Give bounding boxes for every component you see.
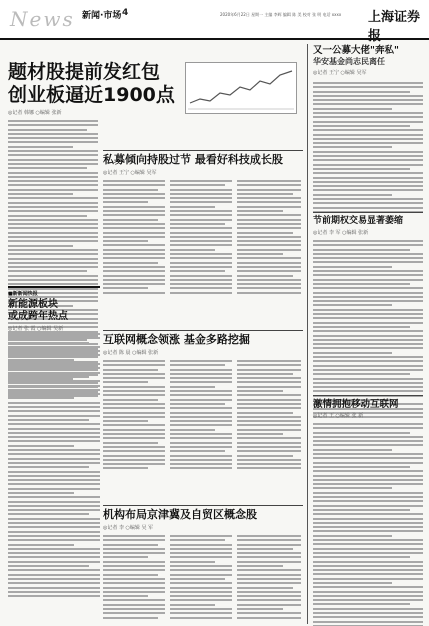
rule-fund-bot [313,395,423,396]
brand-word: News [10,7,75,31]
fund-mid-body [313,240,423,420]
column-divider [307,44,308,624]
page-number: 4 [122,8,129,18]
fund-bot-body [313,423,423,626]
box-tag: ■新新闻快报 [8,291,38,297]
jingjin-article [103,509,303,531]
box-headline-2: 或成跨年热点 [8,310,68,322]
rule-fund-mid [313,212,423,213]
private-fund-headline: 私募倾向持股过节 最看好科技成长股 [103,153,283,166]
fund-bot-article [313,400,423,419]
rule-internet [103,330,303,331]
rule-box [8,286,100,288]
internet-col-2 [170,360,232,472]
fund-bot-byline: ◎记者 王 ○编辑 张 新 [313,413,364,420]
jingjin-headline: 机构布局京津冀及自贸区概念股 [103,508,257,521]
index-chart-graphic [186,63,296,113]
fund-mid-article [313,217,423,236]
fund-top-byline: ◎记者 王宁 ○编辑 吴军 [313,69,367,76]
paper-logo: 上海证券报 [368,10,421,44]
fund-mid-byline: ◎记者 李 军 ○编辑 张新 [313,229,369,236]
private-fund-byline: ◎记者 王宁 ○编辑 吴军 [103,169,157,176]
fund-bot-headline: 激情拥抱移动互联网 [313,399,399,410]
private-col-1 [103,180,165,296]
internet-article [103,334,303,356]
jingjin-col-3 [237,535,301,621]
lead-headline-2: 创业板逼近1900点 [8,83,175,106]
box-headline-1: 新能源板块 [8,299,58,310]
box-byline: ◎记者 张 霞 ○编辑 吴新 [8,325,64,332]
masthead [0,0,429,44]
fund-top-body [313,82,423,215]
internet-col-1 [103,360,165,472]
lead-byline: ◎记者 韩娜 ○编辑 张新 [8,110,62,117]
internet-byline: ◎记者 陈 晨 ○编辑 张新 [103,349,159,356]
jingjin-col-2 [170,535,232,621]
section-title: 新闻·市场 [82,11,122,21]
issue-info: 2020年6月22日 星期一 主编 李辉 编辑 陈 美 校对 张 明 电话 xxxx [220,12,342,17]
fund-mid-headline: 节前期权交易显著萎缩 [313,216,404,226]
jingjin-col-1 [103,535,165,621]
lead-headline-1: 题材股提前发红包 [8,61,161,83]
internet-col-3 [237,360,301,472]
box-body [8,333,100,599]
rule-jingjin [103,505,303,506]
index-chart [185,62,297,114]
fund-top-headline: 又一公募大佬"奔私" [313,45,399,56]
jingjin-byline: ◎记者 李 ○编辑 吴 军 [103,524,154,531]
fund-top-article [313,46,423,76]
private-col-3 [237,180,301,296]
box-article [8,291,100,332]
private-col-2 [170,180,232,296]
fund-top-subheadline: 华安基金尚志民离任 [313,57,385,67]
private-fund-article [103,154,303,176]
rule-private [103,150,303,151]
internet-headline: 互联网概念领涨 基金多路挖掘 [103,333,250,346]
